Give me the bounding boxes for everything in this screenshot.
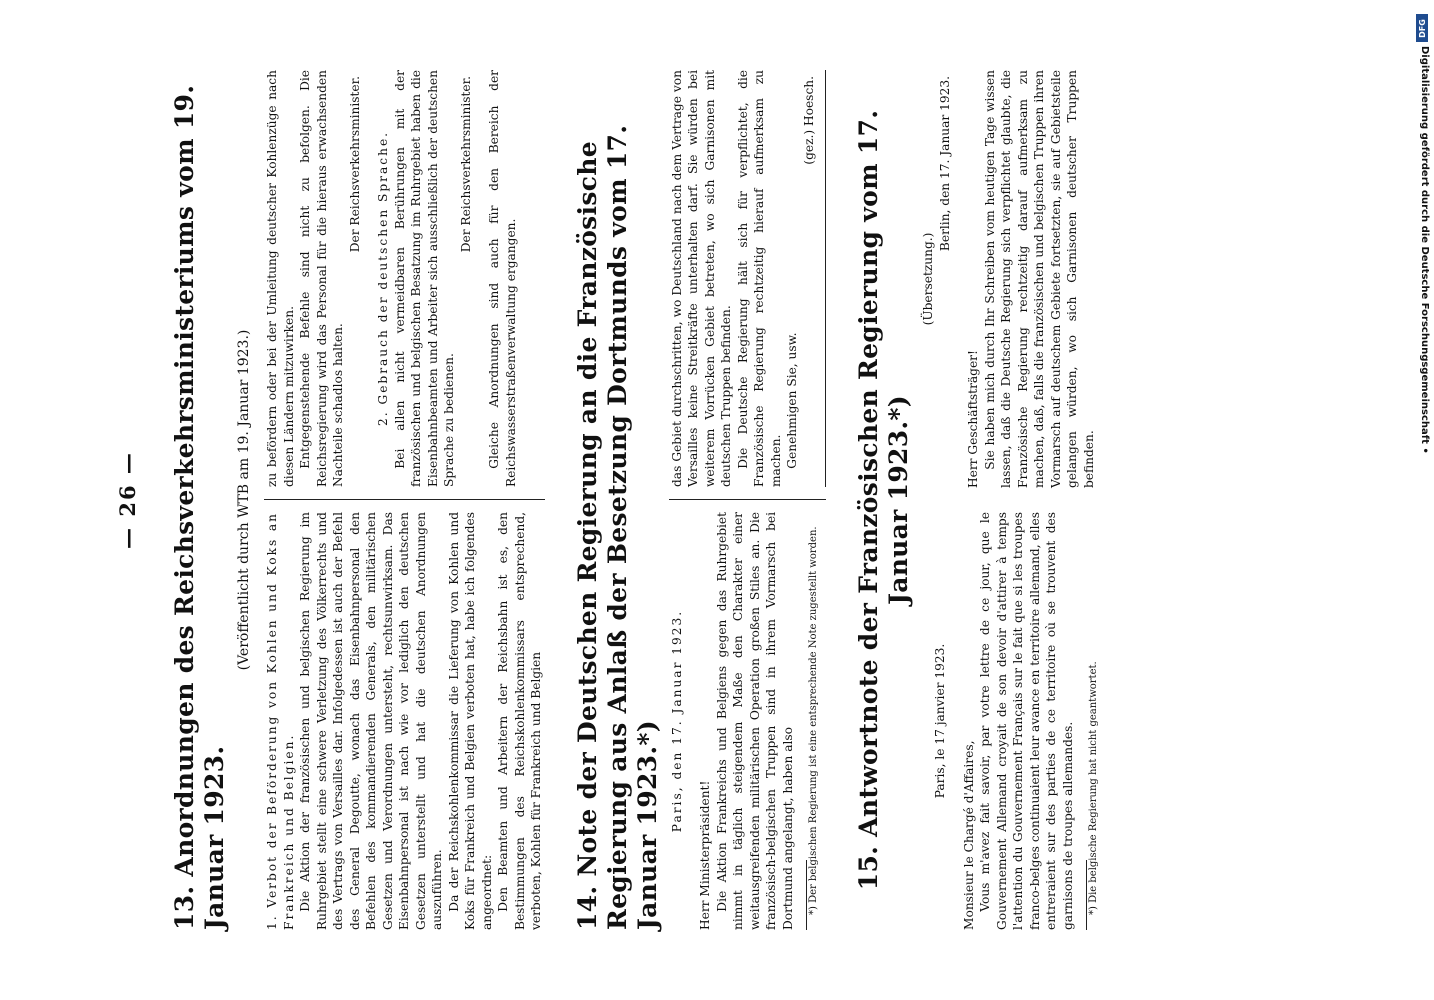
- section-13-subtitle: (Veröffentlicht durch WTB am 19. Januar 1923.): [236, 329, 252, 671]
- section-14-left-column: [669, 500, 827, 930]
- paragraph: Die Aktion der französischen und belgischen Regierung im Ruhrgebiet stellt eine schwere Verletzung des Völkerrechts und des Vertrags von Versailles dar. Infolgedessen ist auch der Befehl des General Degoutte, wonach das Eisenbahnpersonal den Befehlen des kommandierenden Generals, den militärischen Gesetzen und Verordnungen untersteht, rechtsunwirksam. Das Eisenbahnpersonal ist nach wie vor lediglich den deutschen Gesetzen unterstellt und hat die deutschen Anordnungen auszuführen.: [298, 512, 444, 930]
- funding-credit-strip: [1414, 10, 1434, 990]
- section-15-columns: [920, 70, 1100, 930]
- section-15-right-column: [920, 70, 1100, 500]
- item-1-heading: 1. Verbot der Beförderung von Kohlen und Koks an Frankreich und Belgien.: [265, 512, 296, 930]
- page-number: — 26 —: [115, 451, 140, 549]
- paragraph: Bei allen nicht vermeidbaren Berührungen mit der französischen und belgischen Besatzung im Ruhrgebiet haben die Eisenbahnbeamten und Arbeiter sich ausschließlich der deutschen Sprache zu bedienen.: [392, 70, 456, 487]
- section-13: [170, 70, 545, 930]
- signature: Der Reichsverkehrsminister.: [458, 76, 473, 253]
- section-13-title: 13. Anordnungen des Reichsverkehrsministeriums vom 19. Januar 1923.: [170, 84, 229, 930]
- signature: (gez.) Hoesch.: [801, 76, 816, 165]
- paragraph: Die Aktion Frankreichs und Belgiens gegen das Ruhrgebiet nimmt in täglich steigendem Maße den Charakter einer weitausgreifenden militärischen Operation großen Stiles an. Die französisch-belgischen Truppen sind in ihrem Vormarsch bei Dortmund angelangt, haben also: [714, 512, 795, 930]
- footnote: *) Die belgische Regierung hat nicht geantwortet.: [1088, 661, 1099, 915]
- paragraph: Da der Reichskohlenkommissar die Lieferung von Kohlen und Koks für Frankreich und Belgien verboten hat, habe ich folgendes angeordnet:: [446, 512, 494, 930]
- section-15-left-column: [920, 500, 1100, 930]
- paragraph: das Gebiet durchschritten, wo Deutschland nach dem Vertrage von Versailles keine Streitkräfte unterhalten darf. Sie würden bei weiterem Vorrücken Gebiet betreten, wo sich Garnisonen mit deutschen Truppen befinden.: [669, 70, 733, 487]
- translation-label: (Übersetzung.): [921, 232, 935, 326]
- salutation-de: Herr Geschäftsträger!: [966, 350, 980, 488]
- footnote: *) Der belgischen Regierung ist eine entsprechende Note zugestellt worden.: [808, 526, 819, 915]
- paragraph: Den Beamten und Arbeitern der Reichsbahn ist es, den Bestimmungen des Reichskohlenkommissars entsprechend, verboten, Kohlen für Frankreich und Belgien: [496, 512, 543, 930]
- section-14-right-column: [669, 70, 827, 500]
- section-15: [854, 70, 1100, 930]
- signature: Der Reichsverkehrsminister.: [347, 76, 362, 253]
- section-14-columns: [669, 70, 827, 930]
- section-15-title: 15. Antwortnote der Französischen Regierung vom 17. Januar 1923.*): [854, 109, 913, 891]
- dfg-logo-icon: DFG: [1416, 14, 1428, 42]
- dateline-de: Berlin, den 17. Januar 1923.: [937, 76, 952, 252]
- section-13-right-column: [264, 70, 545, 500]
- paragraph: Die Deutsche Regierung hält sich für verpflichtet, die Französische Regierung rechtzeitig hierauf aufmerksam zu machen.: [735, 70, 783, 487]
- paragraph: Sie haben mich durch Ihr Schreiben vom heutigen Tage wissen lassen, daß die Deutsche Regierung sich verpflichtet glaubte, die Französische Regierung rechtzeitig darauf aufmerksam zu machen, daß, falls die französischen und belgischen Truppen ihren Vormarsch auf deutschem Gebiete fortsetzten, sie auf Gebietsteile gelangen würden, wo sich Garnisonen deutscher Truppen befinden.: [982, 70, 1096, 488]
- document-page: [55, 0, 1345, 1000]
- dateline-fr: Paris, le 17 janvier 1923.: [933, 643, 947, 799]
- dateline: Paris, den 17. Januar 1923.: [669, 609, 684, 833]
- section-13-columns: [264, 70, 545, 930]
- salutation-fr: Monsieur le Chargé d'Affaires,: [961, 740, 976, 930]
- paragraph: Vous m'avez fait savoir, par votre lettre de ce jour, que le Gouvernement Allemand croyait de son devoir d'attirer à temps l'attention du Gouvernement Français sur le fait que si les troupes franco-belges continuaient leur avance en territoire allemand, elles entreraient sur des parties de ce territoire où se trouvent des garnisons de troupes allemandes.: [978, 512, 1075, 930]
- paragraph: zu befördern oder bei der Umleitung deutscher Kohlenzüge nach diesen Ländern mitzuwirken.: [265, 70, 296, 487]
- funding-credit: Digitalisierung gefördert durch die Deutsche Forschungsgemeinschaft •: [1419, 46, 1430, 454]
- section-13-left-column: [264, 500, 545, 930]
- section-14-title: 14. Note der Deutschen Regierung an die Französische Regierung aus Anlaß der Besetzung Dortmunds vom 17. Januar 1923.*): [572, 124, 662, 930]
- item-2-heading: 2. Gebrauch der deutschen Sprache.: [376, 130, 390, 427]
- paragraph: Genehmigen Sie, usw.: [785, 332, 799, 469]
- paragraph: Gleiche Anordnungen sind auch für den Bereich der Reichswasserstraßenverwaltung ergangen.: [487, 70, 518, 487]
- section-14: [573, 70, 827, 930]
- paragraph: Entgegenstehende Befehle sind nicht zu befolgen. Die Reichsregierung wird das Personal für die hieraus erwachsenden Nachteile schadlos halten.: [298, 70, 345, 487]
- salutation: Herr Ministerpräsident!: [698, 780, 712, 930]
